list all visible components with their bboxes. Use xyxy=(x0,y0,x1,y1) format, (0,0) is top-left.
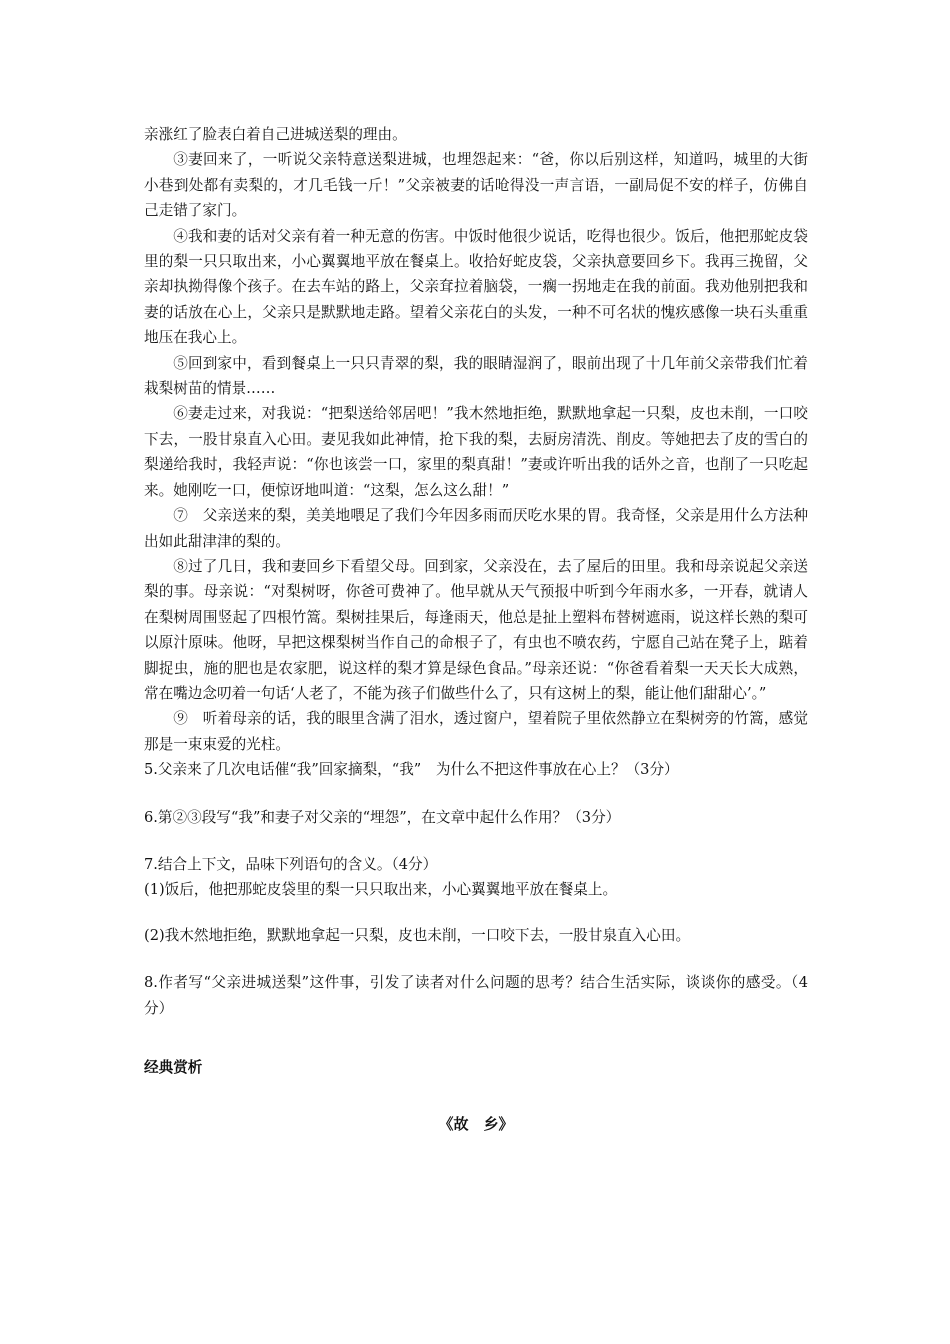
section-title: 经典赏析 xyxy=(144,1059,203,1076)
answer-space xyxy=(144,903,808,923)
question-7-item-2: (2)我木然地拒绝，默默地拿起一只梨，皮也未削，一口咬下去，一股甘泉直入心田。 xyxy=(144,926,691,944)
story-title: 《故 乡》 xyxy=(438,1115,514,1133)
passage-paragraph-7: ⑦ 父亲送来的梨，美美地喂足了我们今年因多雨而厌吃水果的胃。我奇怪，父亲是用什么方法种出如此甜津津的梨的。 xyxy=(144,507,808,550)
question-8: 8.作者写“父亲进城送梨”这件事，引发了读者对什么问题的思考？结合生活实际，谈谈你的感受。（4分） xyxy=(144,974,808,1017)
passage-paragraph-6: ⑥妻走过来，对我说：“把梨送给邻居吧！”我木然地拒绝，默默地拿起一只梨，皮也未削，一口咬下去，一股甘泉直入心田。妻见我如此神情，抢下我的梨，去厨房清洗、削皮。等她把去了皮的雪白的梨递给我时，我轻声说：“你也该尝一口，家里的梨真甜！”妻或许听出我的话外之音，也削了一只吃起来。她刚吃一口，便惊讶地叫道：“这梨，怎么这么甜！” xyxy=(144,405,808,499)
question-7-item-1: (1)饭后，他把那蛇皮袋里的梨一只只取出来，小心翼翼地平放在餐桌上。 xyxy=(144,881,618,899)
question-6: 6.第②③段写“我”和妻子对父亲的“埋怨”，在文章中起什么作用？（3分） xyxy=(144,808,621,826)
passage-paragraph-3: ③妻回来了，一听说父亲特意送梨进城，也埋怨起来：“爸，你以后别这样，知道吗，城里的大街小巷到处都有卖梨的，才几毛钱一斤！”父亲被妻的话呛得没一声言语，一副局促不安的样子，仿佛自己走错了家门。 xyxy=(144,151,808,220)
passage-paragraph-4: ④我和妻的话对父亲有着一种无意的伤害。中饭时他很少说话，吃得也很少。饭后，他把那蛇皮袋里的梨一只只取出来，小心翼翼地平放在餐桌上。收拾好蛇皮袋，父亲执意要回乡下。我再三挽留，父亲却执拗得像个孩子。在去车站的路上，父亲耷拉着脑袋，一瘸一拐地走在我的前面。我劝他别把我和妻的话放在心上，父亲只是默默地走路。望着父亲花白的头发，一种不可名状的愧疚感像一块石头重重地压在我心上。 xyxy=(144,227,808,347)
passage-paragraph-9: ⑨ 听着母亲的话，我的眼里含满了泪水，透过窗户，望着院子里依然静立在梨树旁的竹篙，感觉那是一束束爱的光柱。 xyxy=(144,710,808,753)
answer-space xyxy=(144,830,808,852)
document-page xyxy=(144,122,808,1137)
answer-space xyxy=(144,783,808,805)
question-5: 5.父亲来了几次电话催“我”回家摘梨，“我” 为什么不把这件事放在心上？（3分） xyxy=(144,761,679,779)
section-spacer xyxy=(144,1021,808,1055)
title-spacer xyxy=(144,1080,808,1112)
passage-paragraph-8: ⑧过了几日，我和妻回乡下看望父母。回到家，父亲没在，去了屋后的田里。我和母亲说起父亲送梨的事。母亲说：“对梨树呀，你爸可费神了。他早就从天气预报中听到今年雨水多，一开春，就请人在梨树周围竖起了四根竹篙。梨树挂果后，每逢雨天，他总是扯上塑料布替树遮雨，说这样长熟的梨可以原汁原味。他呀，早把这棵梨树当作自己的命根子了，有虫也不喷农药，宁愿自己站在凳子上，踮着脚捉虫，施的肥也是农家肥，说这样的梨才算是绿色食品。”母亲还说：“你爸看着梨一天天长大成熟，常在嘴边念叨着一句话‘人老了，不能为孩子们做些什么了，只有这树上的梨，能让他们甜甜心’。” xyxy=(144,557,808,702)
passage-paragraph-continued: 亲涨红了脸表白着自己进城送梨的理由。 xyxy=(144,126,407,143)
answer-space xyxy=(144,948,808,970)
question-7: 7.结合上下文，品味下列语句的含义。（4分） xyxy=(144,855,438,873)
passage-paragraph-5: ⑤回到家中，看到餐桌上一只只青翠的梨，我的眼睛湿润了，眼前出现了十几年前父亲带我们忙着栽梨树苗的情景…… xyxy=(144,354,808,398)
